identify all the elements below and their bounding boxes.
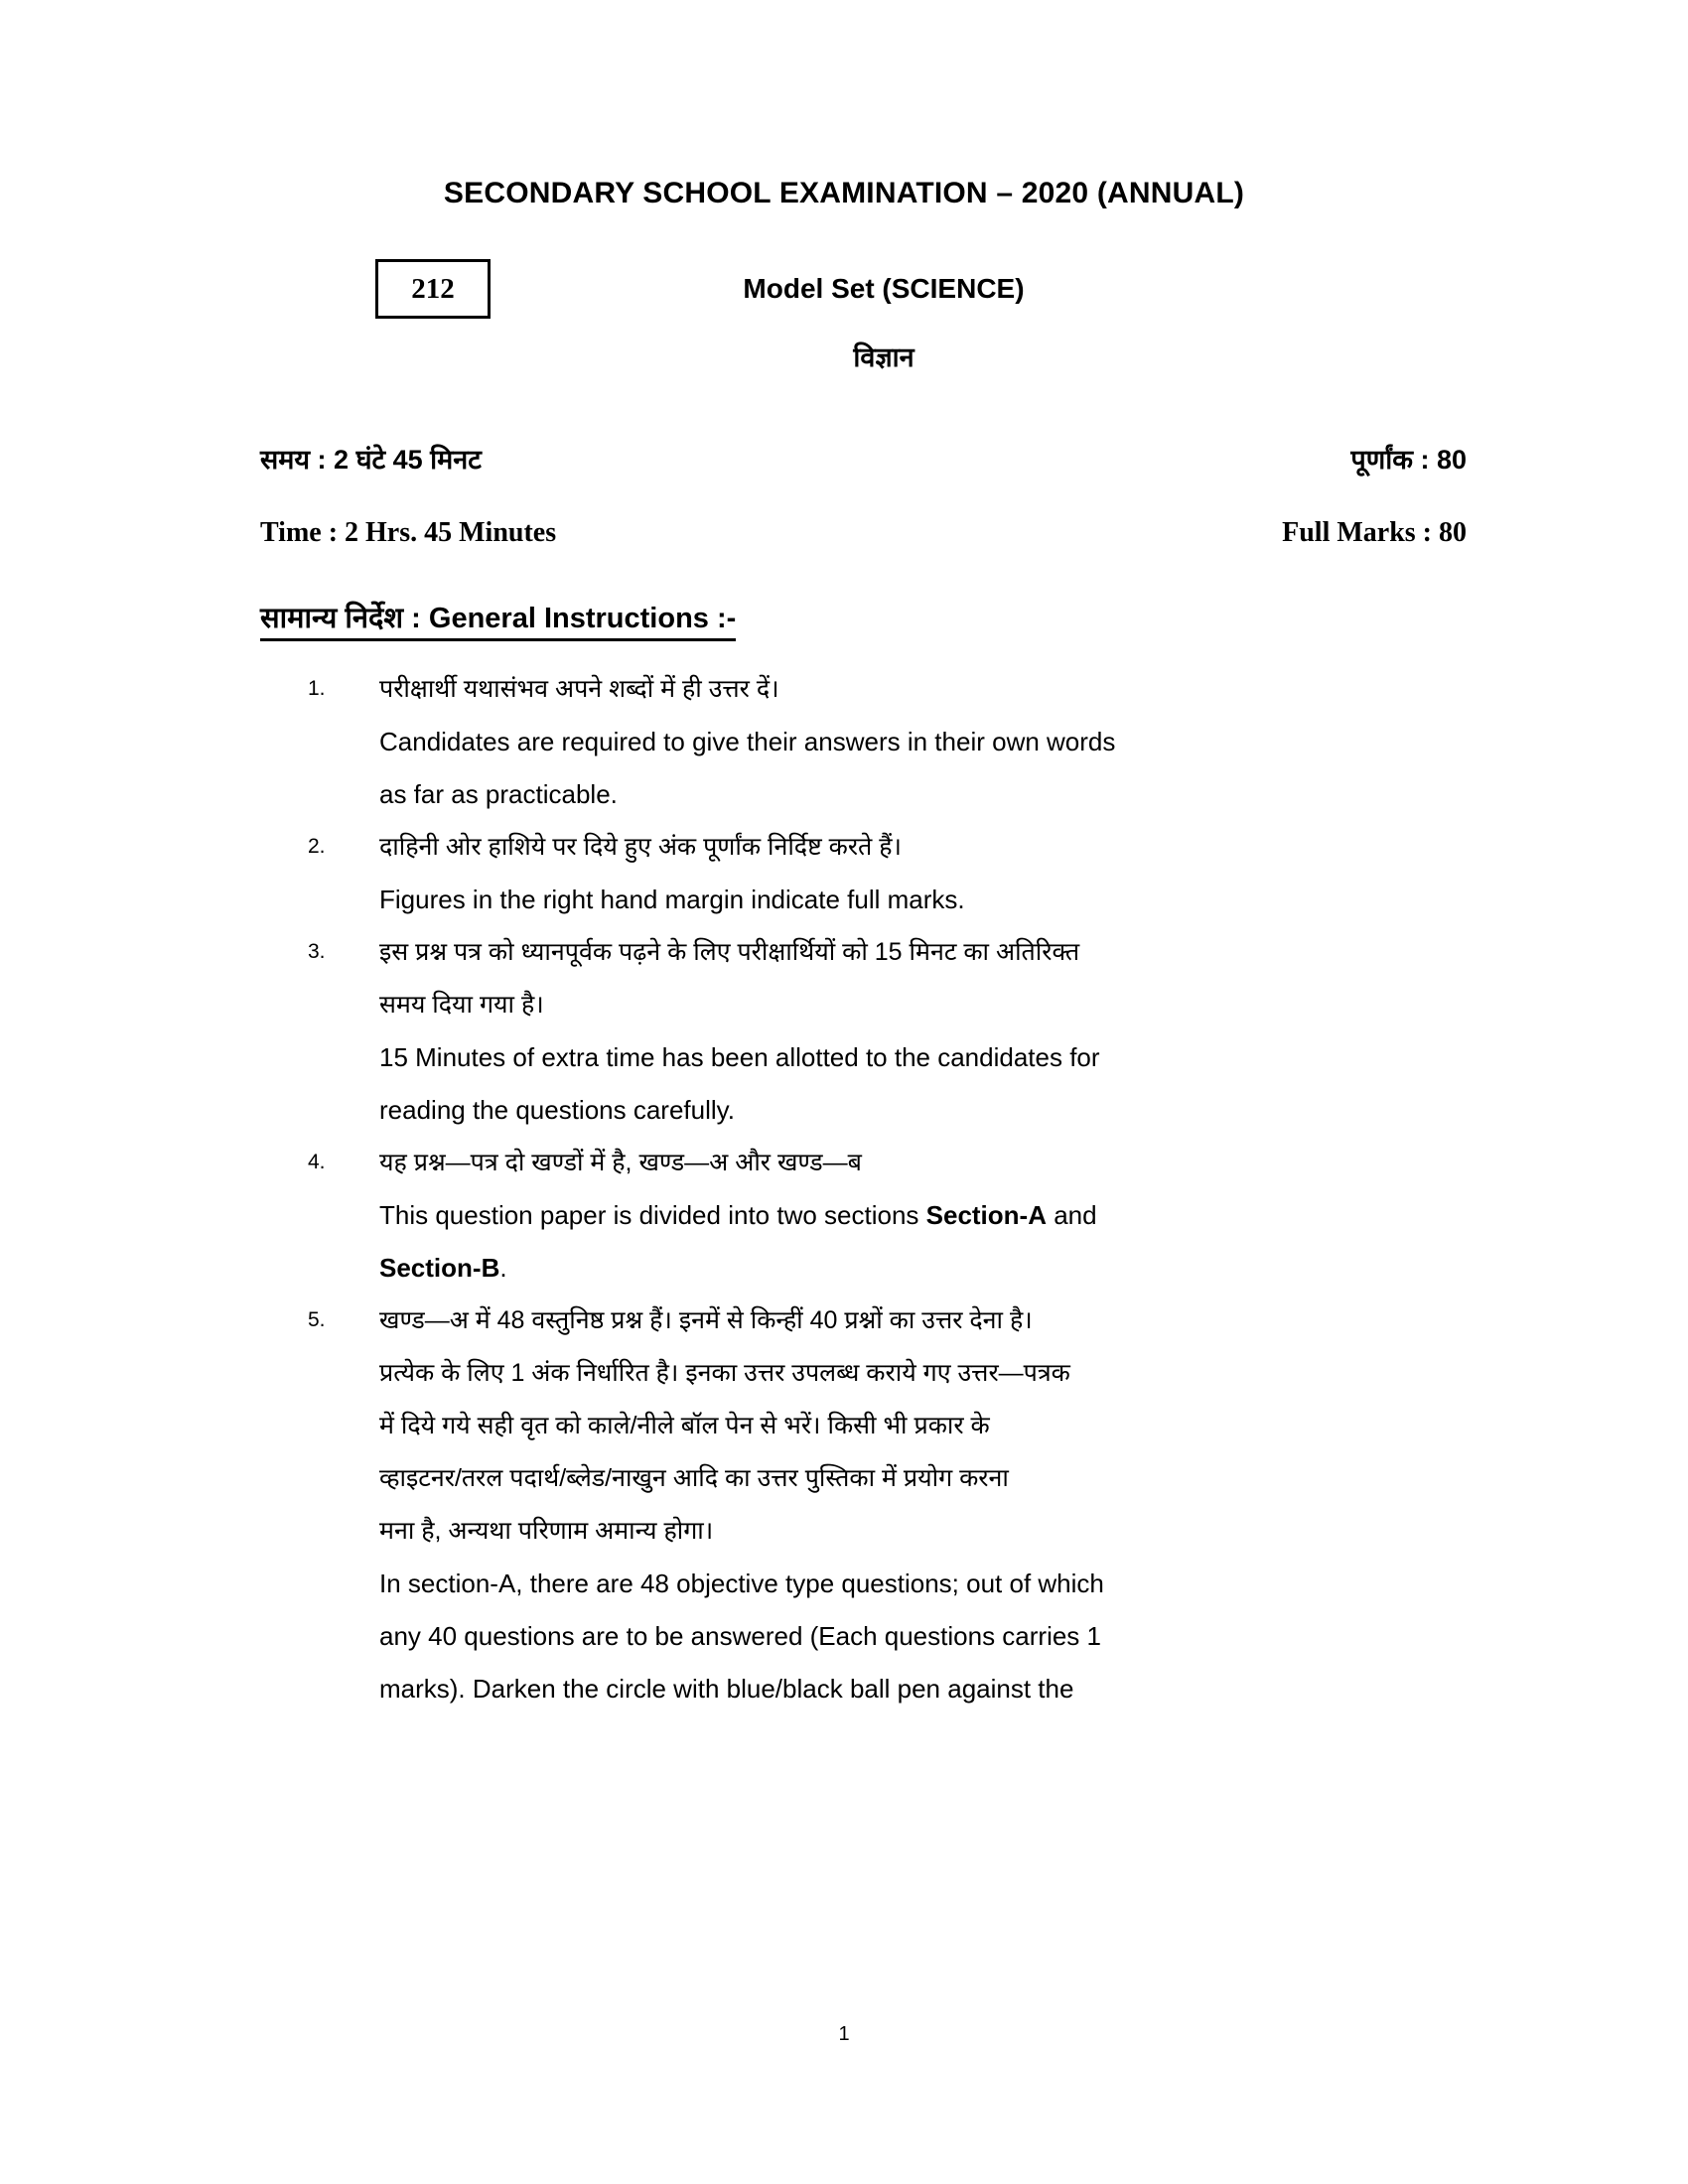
paper-code: 212 [411, 272, 455, 305]
instruction-number-5: 5. [308, 1308, 326, 1331]
page-number: 1 [838, 2023, 850, 2045]
instruction-3-hindi-line-2: समय दिया गया है। [379, 991, 544, 1019]
instructions-list [260, 663, 1467, 1715]
general-instructions-heading-english: General Instructions :- [428, 603, 737, 634]
instruction-body-1 [379, 663, 1467, 821]
general-instructions-heading-hindi: सामान्य निर्देश : [260, 603, 421, 634]
instruction-4-english-line-2 [379, 1242, 1467, 1295]
exam-title: SECONDARY SCHOOL EXAMINATION – 2020 (ANNUAL) [443, 177, 1245, 209]
instruction-3-english-line-2: reading the questions carefully. [379, 1095, 735, 1125]
instruction-number-1: 1. [308, 677, 326, 700]
section-a-label: Section-A [925, 1200, 1047, 1230]
full-marks-hindi: पूर्णांक : 80 [1350, 445, 1467, 475]
instruction-number-2: 2. [308, 835, 326, 858]
meta-row-english [260, 517, 1467, 549]
instruction-5-hindi-line-1: खण्ड—अ में 48 वस्तुनिष्ठ प्रश्न हैं। इनमें से किन्हीं 40 प्रश्नों का उत्तर देना है। [379, 1306, 1033, 1334]
instruction-3-english-line-1: 15 Minutes of extra time has been allotted to the candidates for [379, 1042, 1100, 1072]
instruction-5-english-line-3: marks). Darken the circle with blue/black ball pen against the [379, 1674, 1074, 1704]
instruction-1-hindi-line-1: परीक्षार्थी यथासंभव अपने शब्दों में ही उत्तर दें। [379, 675, 779, 703]
instruction-4-english-line-1 [379, 1189, 1467, 1242]
instruction-4-hindi-line-1: यह प्रश्न—पत्र दो खण्डों में है, खण्ड—अ और खण्ड—ब [379, 1149, 862, 1176]
time-english: Time : 2 Hrs. 45 Minutes [260, 517, 557, 548]
instruction-item-2 [260, 821, 1467, 926]
instruction-1-english-line-2: as far as practicable. [379, 779, 618, 809]
instruction-2-english-line-1: Figures in the right hand margin indicate full marks. [379, 885, 965, 914]
instruction-item-4 [260, 1137, 1467, 1295]
instruction-3-hindi-line-1: इस प्रश्न पत्र को ध्यानपूर्वक पढ़ने के लिए परीक्षार्थियों को 15 मिनट का अतिरिक्त [379, 938, 1080, 966]
instruction-5-hindi-line-5: मना है, अन्यथा परिणाम अमान्य होगा। [379, 1517, 714, 1545]
instruction-2-hindi-line-1: दाहिनी ओर हाशिये पर दिये हुए अंक पूर्णांक निर्दिष्ट करते हैं। [379, 833, 902, 861]
model-set-title: Model Set (SCIENCE) [743, 273, 1025, 304]
general-instructions-heading [260, 598, 736, 641]
instruction-number-3: 3. [308, 940, 326, 963]
instruction-5-hindi-line-3: में दिये गये सही वृत को काले/नीले बॉल पेन से भरें। किसी भी प्रकार के [379, 1412, 990, 1439]
instruction-item-3 [260, 926, 1467, 1137]
instruction-5-english-line-2: any 40 questions are to be answered (Each questions carries 1 [379, 1621, 1101, 1651]
full-marks-english: Full Marks : 80 [1282, 517, 1467, 548]
general-instructions-heading-text [260, 598, 736, 641]
instruction-number-4: 4. [308, 1151, 326, 1173]
subject-name-hindi: विज्ञान [853, 342, 914, 372]
instruction-5-hindi-line-4: व्हाइटनर/तरल पदार्थ/ब्लेड/नाखुन आदि का उत्तर पुस्तिका में प्रयोग करना [379, 1464, 1009, 1492]
section-b-label: Section-B [379, 1253, 500, 1283]
instruction-4-english-text-c: . [499, 1253, 507, 1283]
instruction-4-english-text-a: This question paper is divided into two sections [379, 1200, 926, 1230]
meta-row-hindi [260, 440, 1467, 477]
instruction-body-5 [379, 1295, 1467, 1715]
instruction-5-hindi-line-2: प्रत्येक के लिए 1 अंक निर्धारित है। इनका उत्तर उपलब्ध कराये गए उत्तर—पत्रक [379, 1359, 1070, 1387]
instruction-5-english-line-1: In section-A, there are 48 objective type questions; out of which [379, 1569, 1104, 1598]
instruction-1-english-line-1: Candidates are required to give their answers in their own words [379, 727, 1116, 756]
instruction-item-5 [260, 1295, 1467, 1715]
instruction-body-4 [379, 1137, 1467, 1295]
time-hindi: समय : 2 घंटे 45 मिनट [260, 445, 482, 475]
instruction-body-2 [379, 821, 1467, 926]
instruction-body-3 [379, 926, 1467, 1137]
instruction-4-english-text-b: and [1046, 1200, 1097, 1230]
instruction-item-1 [260, 663, 1467, 821]
